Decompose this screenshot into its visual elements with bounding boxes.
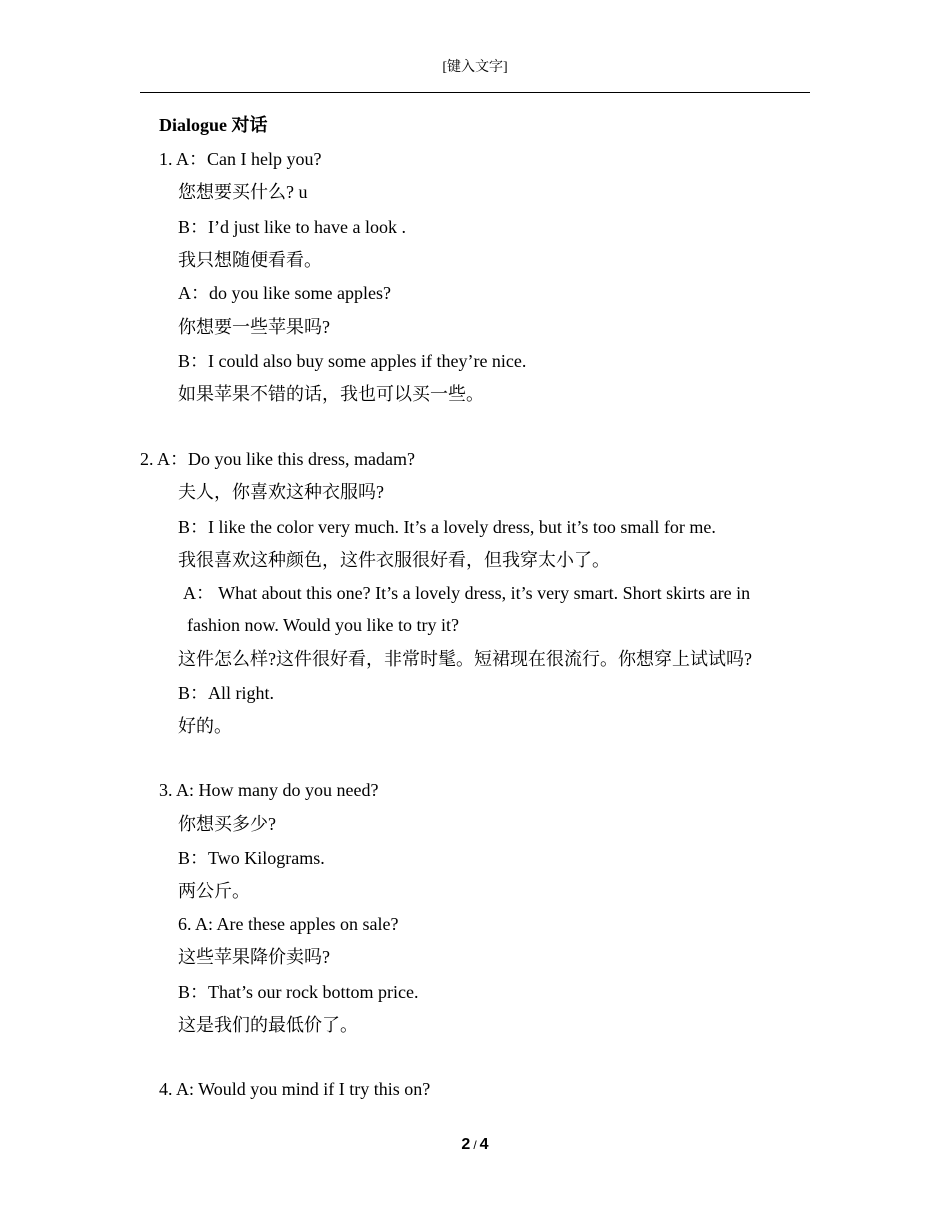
- dialogue-6-line-b1: B：That’s our rock bottom price.: [178, 982, 419, 1002]
- current-page: 2: [461, 1136, 471, 1153]
- dialogue-6-translation-a1: 这些苹果降价卖吗?: [178, 947, 330, 967]
- dialogue-6-translation-b1: 这是我们的最低价了。: [178, 1015, 358, 1035]
- dialogue-2-line-a2-part1: A： What about this one? It’s a lovely dress, it’s very smart. Short skirts are in: [183, 583, 751, 603]
- dialogue-3-translation-a1: 你想买多少?: [178, 814, 276, 834]
- dialogue-1-translation-b2: 如果苹果不错的话，我也可以买一些。: [178, 384, 484, 404]
- dialogue-1-line-a2: A：do you like some apples?: [178, 283, 391, 303]
- dialogue-2-translation-a1: 夫人，你喜欢这种衣服吗?: [178, 482, 384, 502]
- dialogue-2-line-a1: 2. A：Do you like this dress, madam?: [140, 449, 415, 469]
- dialogue-1-translation-a2: 你想要一些苹果吗?: [178, 317, 330, 337]
- dialogue-1-line-b1: B：I’d just like to have a look .: [178, 217, 406, 237]
- dialogue-2-translation-b1: 我很喜欢这种颜色，这件衣服很好看，但我穿太小了。: [178, 550, 610, 570]
- dialogue-3-line-b1: B：Two Kilograms.: [178, 848, 325, 868]
- dialogue-1-translation-b1: 我只想随便看看。: [178, 250, 322, 270]
- dialogue-1-line-a1: 1. A：Can I help you?: [159, 149, 322, 169]
- dialogue-2-translation-b2: 好的。: [178, 716, 232, 736]
- total-pages: 4: [479, 1136, 489, 1153]
- dialogue-2-line-b2: B：All right.: [178, 683, 275, 703]
- dialogue-4-line-a1: 4. A: Would you mind if I try this on?: [159, 1079, 431, 1099]
- dialogue-2-translation-a2: 这件怎么样?这件很好看，非常时髦。短裙现在很流行。你想穿上试试吗?: [178, 649, 752, 669]
- dialogue-3-translation-b1: 两公斤。: [178, 881, 250, 901]
- dialogue-2-line-a2-part2: fashion now. Would you like to try it?: [187, 615, 460, 635]
- dialogue-title: Dialogue 对话: [159, 115, 268, 135]
- dialogue-1-line-b2: B：I could also buy some apples if they’re nice.: [178, 351, 527, 371]
- dialogue-6-line-a1: 6. A: Are these apples on sale?: [178, 914, 399, 934]
- dialogue-2-line-a2: [183, 577, 809, 641]
- dialogue-3-line-a1: 3. A: How many do you need?: [159, 780, 379, 800]
- dialogue-2-line-b1: B：I like the color very much. It’s a lovely dress, but it’s too small for me.: [178, 517, 716, 537]
- page-separator: /: [473, 1138, 477, 1152]
- page-number: [0, 1136, 950, 1154]
- header-rule: [140, 92, 810, 93]
- dialogue-1-translation-a1: 您想要买什么? u: [178, 182, 308, 202]
- page-header: [键入文字]: [442, 60, 508, 75]
